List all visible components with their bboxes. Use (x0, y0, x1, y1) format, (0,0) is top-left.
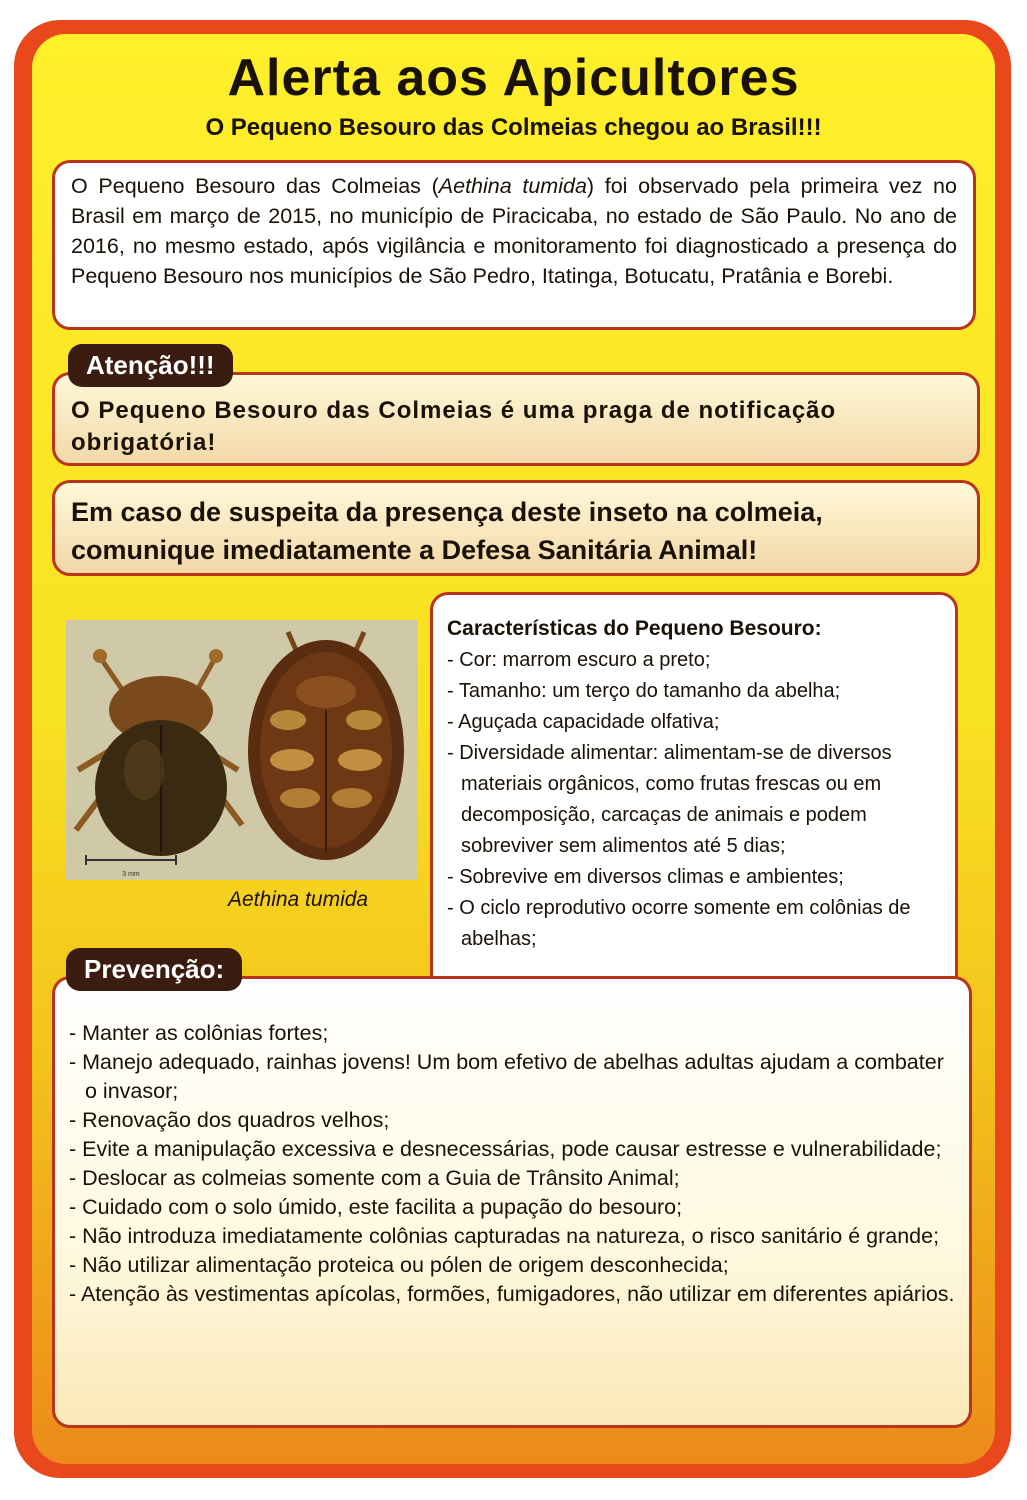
prevention-list (69, 1019, 959, 1309)
prevention-label: Prevenção: (66, 948, 242, 991)
list-item: - Manter as colônias fortes; (69, 1021, 329, 1045)
list-item: - Cuidado com o solo úmido, este facilita a pupação do besouro; (69, 1195, 683, 1219)
list-item: - Aguçada capacidade olfativa; (447, 711, 720, 733)
scale-label: 3 mm (122, 871, 140, 878)
list-item: - Diversidade alimentar: alimentam-se de diversos materiais orgânicos, como frutas frescas ou em decomposição, carcaças de animais e podem sobreviver sem alimentos até 5 dias; (447, 742, 892, 857)
poster-subtitle: O Pequeno Besouro das Colmeias chegou ao Brasil!!! (205, 114, 822, 141)
list-item: - Atenção às vestimentas apícolas, formões, fumigadores, não utilizar em diferentes apiários. (69, 1282, 955, 1306)
characteristics-list (447, 645, 945, 955)
species-name: Aethina tumida (438, 174, 587, 198)
alert-text: O Pequeno Besouro das Colmeias é uma praga de notificação obrigatória! (71, 397, 837, 456)
characteristics-title: Características do Pequeno Besouro: (447, 617, 822, 640)
notice-box (52, 480, 980, 576)
list-item: - Não utilizar alimentação proteica ou pólen de origem desconhecida; (69, 1253, 729, 1277)
list-item: - Não introduza imediatamente colônias capturadas na natureza, o risco sanitário é grande; (69, 1224, 940, 1248)
beetle-photo (66, 620, 418, 880)
notice-text: Em caso de suspeita da presença deste inseto na colmeia, comunique imediatamente a Defesa Sanitária Animal! (71, 497, 823, 565)
prevention-box (52, 976, 972, 1428)
list-item: - Renovação dos quadros velhos; (69, 1108, 390, 1132)
list-item: - Tamanho: um terço do tamanho da abelha; (447, 680, 841, 702)
alert-label: Atenção!!! (68, 344, 233, 387)
list-item: - O ciclo reprodutivo ocorre somente em colônias de abelhas; (447, 897, 911, 950)
photo-caption: Aethina tumida (228, 888, 369, 911)
list-item: - Cor: marrom escuro a preto; (447, 649, 711, 671)
list-item: - Deslocar as colmeias somente com a Guia de Trânsito Animal; (69, 1166, 680, 1190)
list-item: - Sobrevive em diversos climas e ambientes; (447, 866, 844, 888)
beetle-illustration (66, 620, 418, 880)
intro-text: O Pequeno Besouro das Colmeias (Aethina tumida) foi observado pela primeira vez no Brasil em março de 2015, no município de Piracicaba, no estado de São Paulo. No ano de 2016, no mesmo estado, após vigilância e monitoramento foi diagnosticado a presença do Pequeno Besouro nos municípios de São Pedro, Itatinga, Botucatu, Pratânia e Borebi. (71, 174, 957, 288)
characteristics-box (430, 592, 958, 1016)
intro-box (52, 160, 976, 330)
list-item: - Manejo adequado, rainhas jovens! Um bom efetivo de abelhas adultas ajudam a combater o invasor; (69, 1050, 944, 1103)
poster-title: Alerta aos Apicultores (227, 49, 800, 107)
list-item: - Evite a manipulação excessiva e desnecessárias, pode causar estresse e vulnerabilidade; (69, 1137, 942, 1161)
